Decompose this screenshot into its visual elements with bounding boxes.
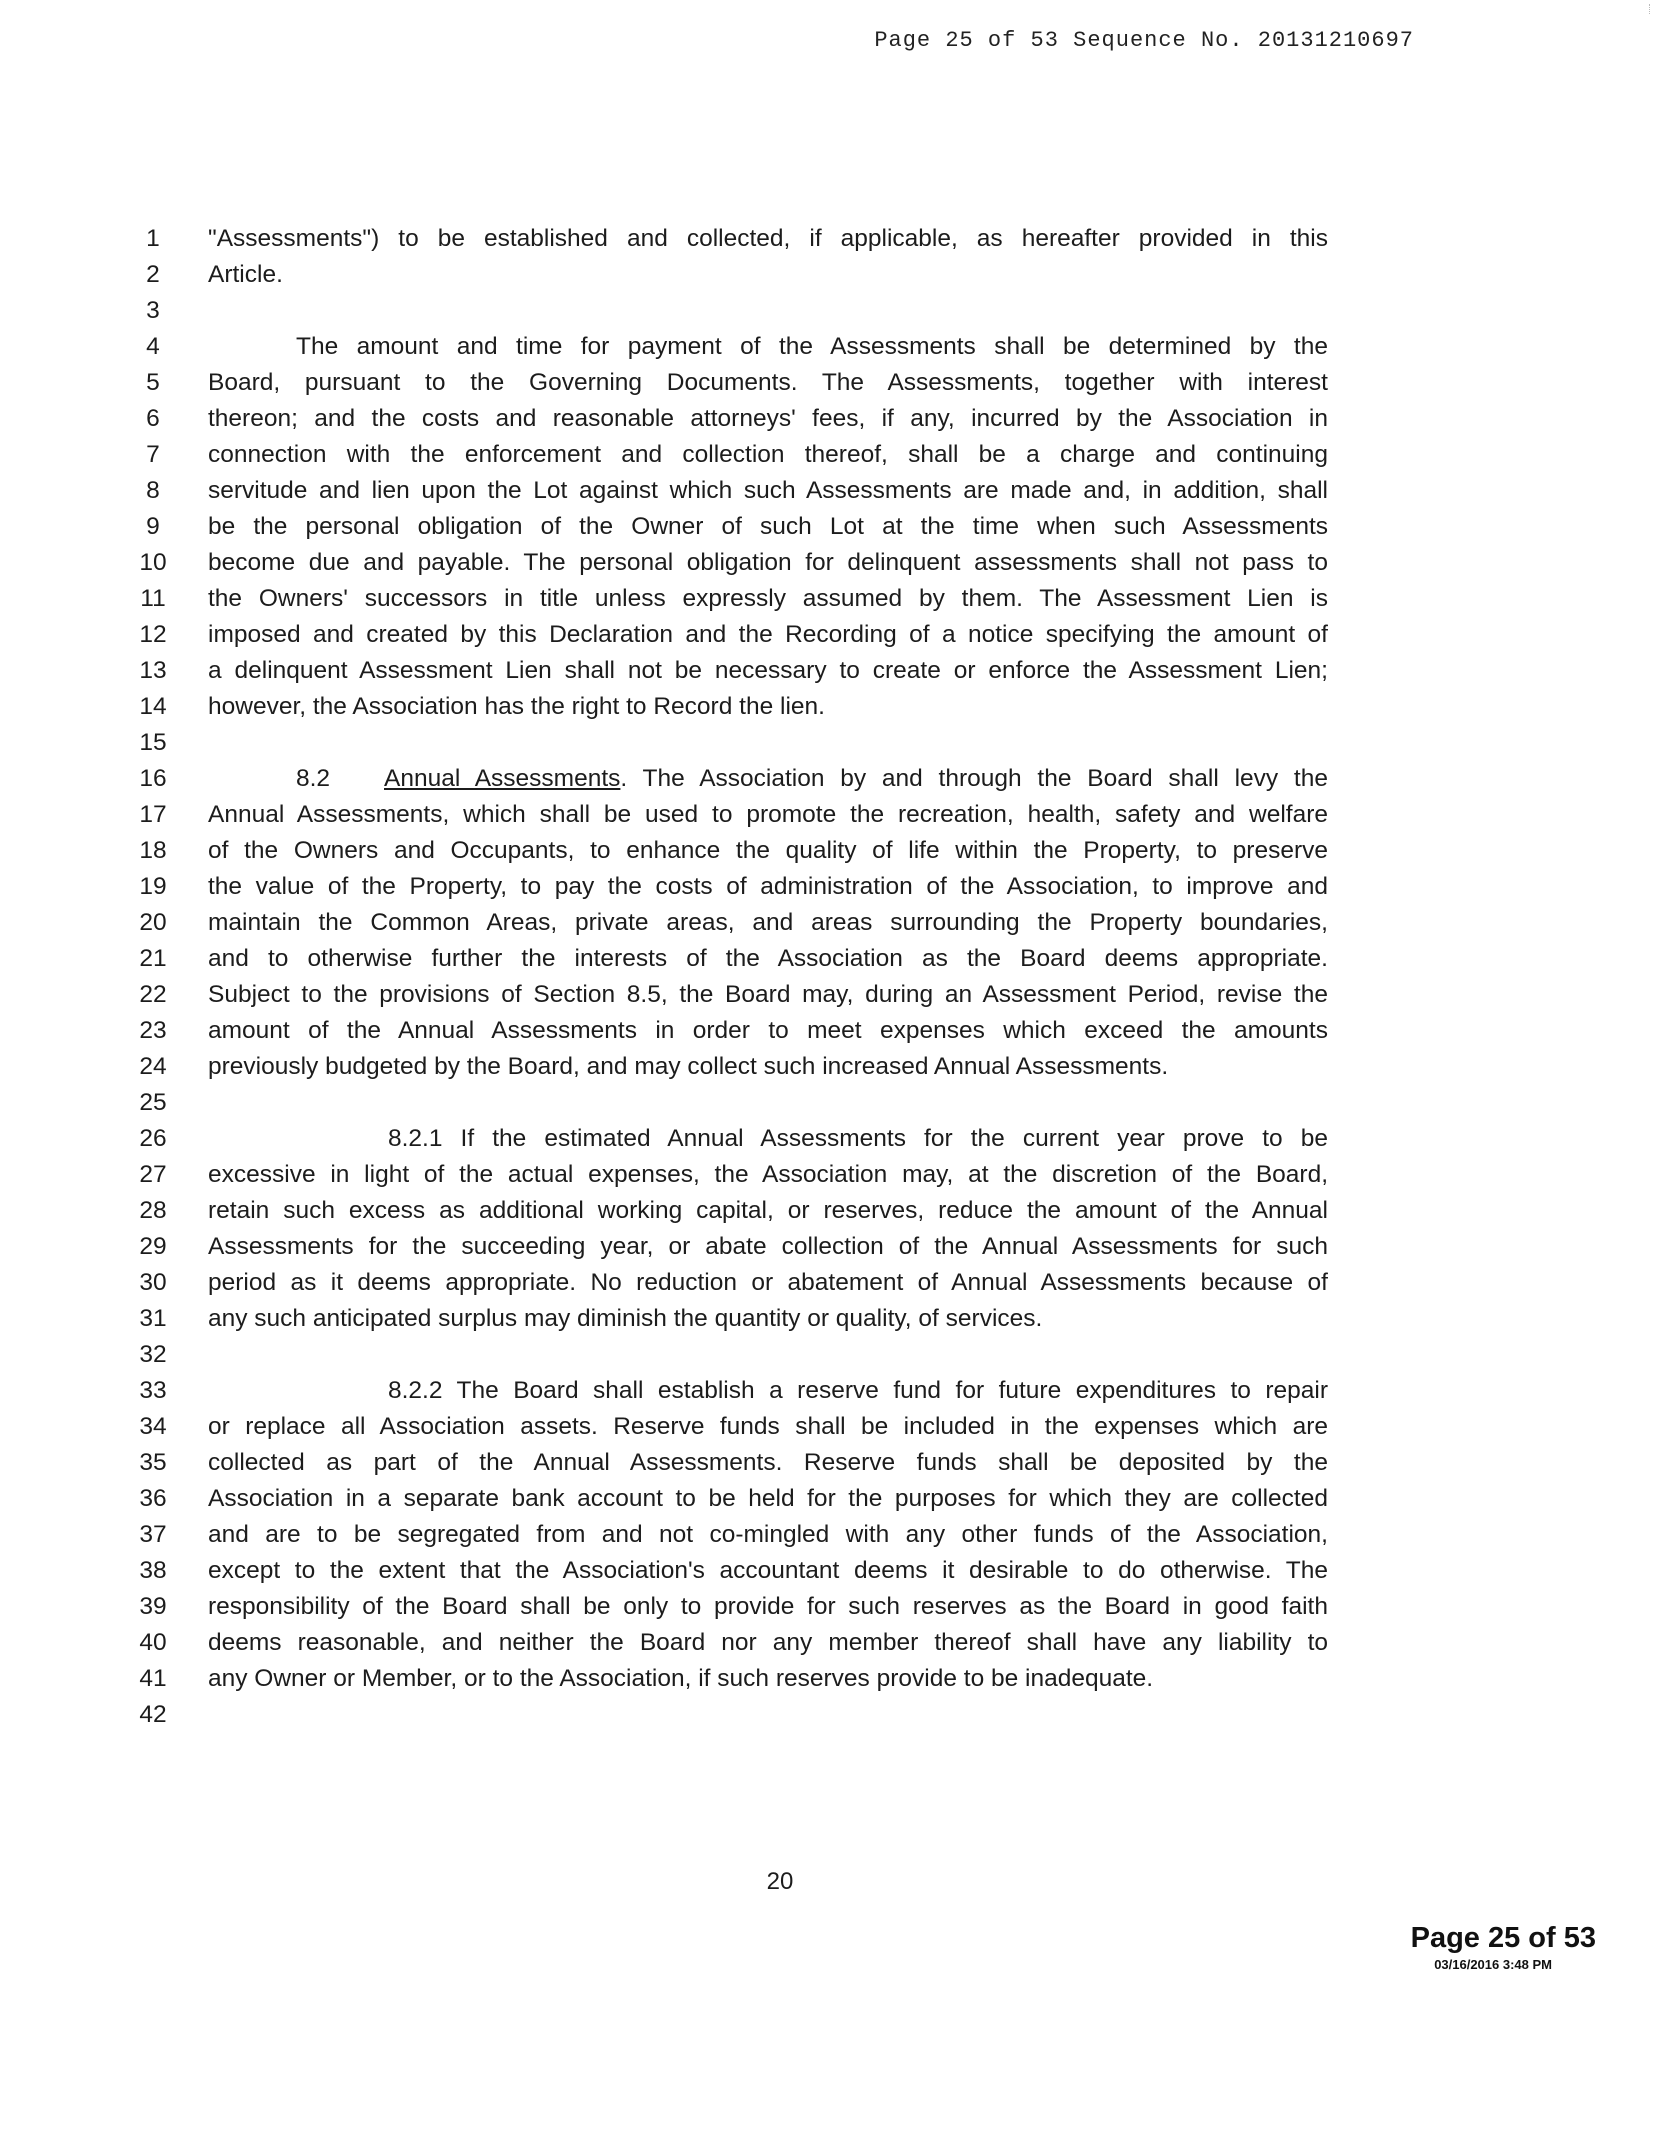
text-line — [0, 1409, 1340, 1445]
line-number: 30 — [139, 1269, 167, 1296]
text-line — [0, 257, 1340, 293]
line-number: 13 — [139, 657, 167, 684]
line-number: 39 — [139, 1593, 167, 1620]
line-text: thereon; and the costs and reasonable attorneys' fees, if any, incurred by the Association in — [208, 405, 1328, 432]
line-text: be the personal obligation of the Owner of such Lot at the time when such Assessments — [208, 513, 1328, 540]
line-text: deems reasonable, and neither the Board nor any member thereof shall have any liability to — [208, 1629, 1328, 1656]
line-text: imposed and created by this Declaration and the Recording of a notice specifying the amount of — [208, 621, 1328, 648]
line-number: 6 — [146, 405, 160, 432]
line-number: 29 — [139, 1233, 167, 1260]
text-line — [0, 833, 1340, 869]
line-number: 19 — [139, 873, 167, 900]
line-text: become due and payable. The personal obligation for delinquent assessments shall not pass to — [208, 549, 1328, 576]
line-text: servitude and lien upon the Lot against which such Assessments are made and, in addition, shall — [208, 477, 1328, 504]
text-line — [0, 1121, 1340, 1157]
line-text: retain such excess as additional working capital, or reserves, reduce the amount of the Annual — [208, 1197, 1328, 1224]
text-line — [0, 545, 1340, 581]
text-line — [0, 941, 1340, 977]
text-line — [0, 329, 1340, 365]
line-text: except to the extent that the Association's accountant deems it desirable to do otherwise. The — [208, 1557, 1328, 1584]
line-text: period as it deems appropriate. No reduction or abatement of Annual Assessments because of — [208, 1269, 1328, 1296]
line-text: Subject to the provisions of Section 8.5, the Board may, during an Assessment Period, revise the — [208, 981, 1328, 1008]
page-number: 20 — [766, 1868, 794, 1895]
line-text: Association in a separate bank account to be held for the purposes for which they are collected — [208, 1485, 1328, 1512]
line-text: collected as part of the Annual Assessments. Reserve funds shall be deposited by the — [208, 1449, 1328, 1476]
line-text — [296, 761, 1328, 797]
text-line — [0, 1049, 1340, 1085]
line-text: any such anticipated surplus may diminish the quantity or quality, of services. — [208, 1305, 1043, 1332]
text-line — [0, 1697, 1340, 1733]
text-line — [0, 797, 1340, 833]
section-lead-text: . The Association by and through the Board shall levy the — [620, 765, 1328, 792]
line-number: 37 — [139, 1521, 167, 1548]
text-line — [0, 509, 1340, 545]
line-number: 2 — [146, 261, 160, 288]
line-text: amount of the Annual Assessments in order to meet expenses which exceed the amounts — [208, 1017, 1328, 1044]
line-number: 20 — [139, 909, 167, 936]
line-text: previously budgeted by the Board, and may collect such increased Annual Assessments. — [208, 1053, 1169, 1080]
text-line — [0, 1157, 1340, 1193]
text-line — [0, 1445, 1340, 1481]
line-text: Board, pursuant to the Governing Documents. The Assessments, together with interest — [208, 369, 1328, 396]
section-number: 8.2 — [296, 765, 331, 792]
recording-stamp — [1411, 1922, 1596, 1972]
text-line — [0, 725, 1340, 761]
text-line — [0, 401, 1340, 437]
text-line — [0, 1265, 1340, 1301]
text-line — [0, 1013, 1340, 1049]
line-text: and are to be segregated from and not co-mingled with any other funds of the Association, — [208, 1521, 1328, 1548]
text-line — [0, 1589, 1340, 1625]
line-number: 42 — [139, 1701, 167, 1728]
line-number: 10 — [139, 549, 167, 576]
text-line — [0, 293, 1340, 329]
line-number: 33 — [139, 1377, 167, 1404]
line-number: 23 — [139, 1017, 167, 1044]
line-number: 12 — [139, 621, 167, 648]
text-line — [0, 1481, 1340, 1517]
line-text: the value of the Property, to pay the costs of administration of the Association, to improve and — [208, 873, 1328, 900]
line-text: connection with the enforcement and collection thereof, shall be a charge and continuing — [208, 441, 1328, 468]
line-text: Annual Assessments, which shall be used to promote the recreation, health, safety and welfare — [208, 801, 1328, 828]
line-text: Assessments for the succeeding year, or abate collection of the Annual Assessments for such — [208, 1233, 1328, 1260]
line-text: and to otherwise further the interests of the Association as the Board deems appropriate. — [208, 945, 1328, 972]
line-number: 35 — [139, 1449, 167, 1476]
line-text: or replace all Association assets. Reserve funds shall be included in the expenses which are — [208, 1413, 1328, 1440]
line-number: 31 — [139, 1305, 167, 1332]
line-number: 16 — [139, 765, 167, 792]
line-text: the Owners' successors in title unless expressly assumed by them. The Assessment Lien is — [208, 585, 1328, 612]
text-line — [0, 1193, 1340, 1229]
line-number: 21 — [139, 945, 167, 972]
line-text: a delinquent Assessment Lien shall not be necessary to create or enforce the Assessment Lien; — [208, 657, 1328, 684]
text-line — [0, 869, 1340, 905]
line-number: 5 — [146, 369, 160, 396]
text-line — [0, 1337, 1340, 1373]
line-number: 28 — [139, 1197, 167, 1224]
line-text: excessive in light of the actual expenses, the Association may, at the discretion of the Board, — [208, 1161, 1328, 1188]
line-number: 17 — [139, 801, 167, 828]
stamp-page: Page 25 of 53 — [1410, 1922, 1596, 1954]
line-number: 34 — [139, 1413, 167, 1440]
line-number: 4 — [146, 333, 160, 360]
text-line — [0, 221, 1340, 257]
line-number: 41 — [139, 1665, 167, 1692]
line-number: 8 — [146, 477, 160, 504]
line-text: any Owner or Member, or to the Association, if such reserves provide to be inadequate. — [208, 1665, 1154, 1692]
line-text: "Assessments") to be established and collected, if applicable, as hereafter provided in this — [208, 225, 1328, 252]
line-number: 26 — [139, 1125, 167, 1152]
line-number: 9 — [146, 513, 160, 540]
line-text: of the Owners and Occupants, to enhance the quality of life within the Property, to preserve — [208, 837, 1328, 864]
text-line — [0, 689, 1340, 725]
edge-mark — [1649, 4, 1652, 14]
line-text: 8.2.1 If the estimated Annual Assessments for the current year prove to be — [388, 1125, 1328, 1152]
line-number: 11 — [140, 585, 166, 612]
text-line — [0, 653, 1340, 689]
header-sequence-line: Page 25 of 53 Sequence No. 20131210697 — [874, 28, 1414, 53]
line-number: 36 — [139, 1485, 167, 1512]
text-line — [0, 1229, 1340, 1265]
line-text: The amount and time for payment of the Assessments shall be determined by the — [296, 333, 1328, 360]
line-number: 40 — [139, 1629, 167, 1656]
line-number: 32 — [139, 1341, 167, 1368]
text-line — [0, 1553, 1340, 1589]
text-line — [0, 1517, 1340, 1553]
line-text: 8.2.2 The Board shall establish a reserve fund for future expenditures to repair — [388, 1377, 1328, 1404]
text-line — [0, 1085, 1340, 1121]
line-number: 24 — [139, 1053, 167, 1080]
section-heading: Annual Assessments — [384, 765, 621, 792]
line-number: 7 — [146, 441, 160, 468]
line-number: 14 — [139, 693, 167, 720]
line-number: 1 — [146, 225, 160, 252]
text-line — [0, 437, 1340, 473]
line-number: 38 — [139, 1557, 167, 1584]
text-line — [0, 473, 1340, 509]
text-line — [0, 365, 1340, 401]
line-number: 15 — [139, 729, 167, 756]
text-line — [0, 581, 1340, 617]
line-number: 22 — [139, 981, 167, 1008]
line-number: 3 — [146, 297, 160, 324]
line-number: 25 — [139, 1089, 167, 1116]
line-number: 27 — [139, 1161, 167, 1188]
stamp-datetime: 03/16/2016 3:48 PM — [1434, 1957, 1552, 1972]
line-text: Article. — [208, 261, 283, 288]
text-line — [0, 617, 1340, 653]
text-line — [0, 1625, 1340, 1661]
text-line — [0, 1301, 1340, 1337]
text-line — [0, 905, 1340, 941]
text-line — [0, 977, 1340, 1013]
line-text: responsibility of the Board shall be only to provide for such reserves as the Board in good faith — [208, 1593, 1328, 1620]
text-line — [0, 761, 1340, 797]
text-line — [0, 1373, 1340, 1409]
text-line — [0, 1661, 1340, 1697]
line-number: 18 — [139, 837, 167, 864]
line-text: maintain the Common Areas, private areas, and areas surrounding the Property boundaries, — [208, 909, 1328, 936]
line-text: however, the Association has the right to Record the lien. — [208, 693, 825, 720]
